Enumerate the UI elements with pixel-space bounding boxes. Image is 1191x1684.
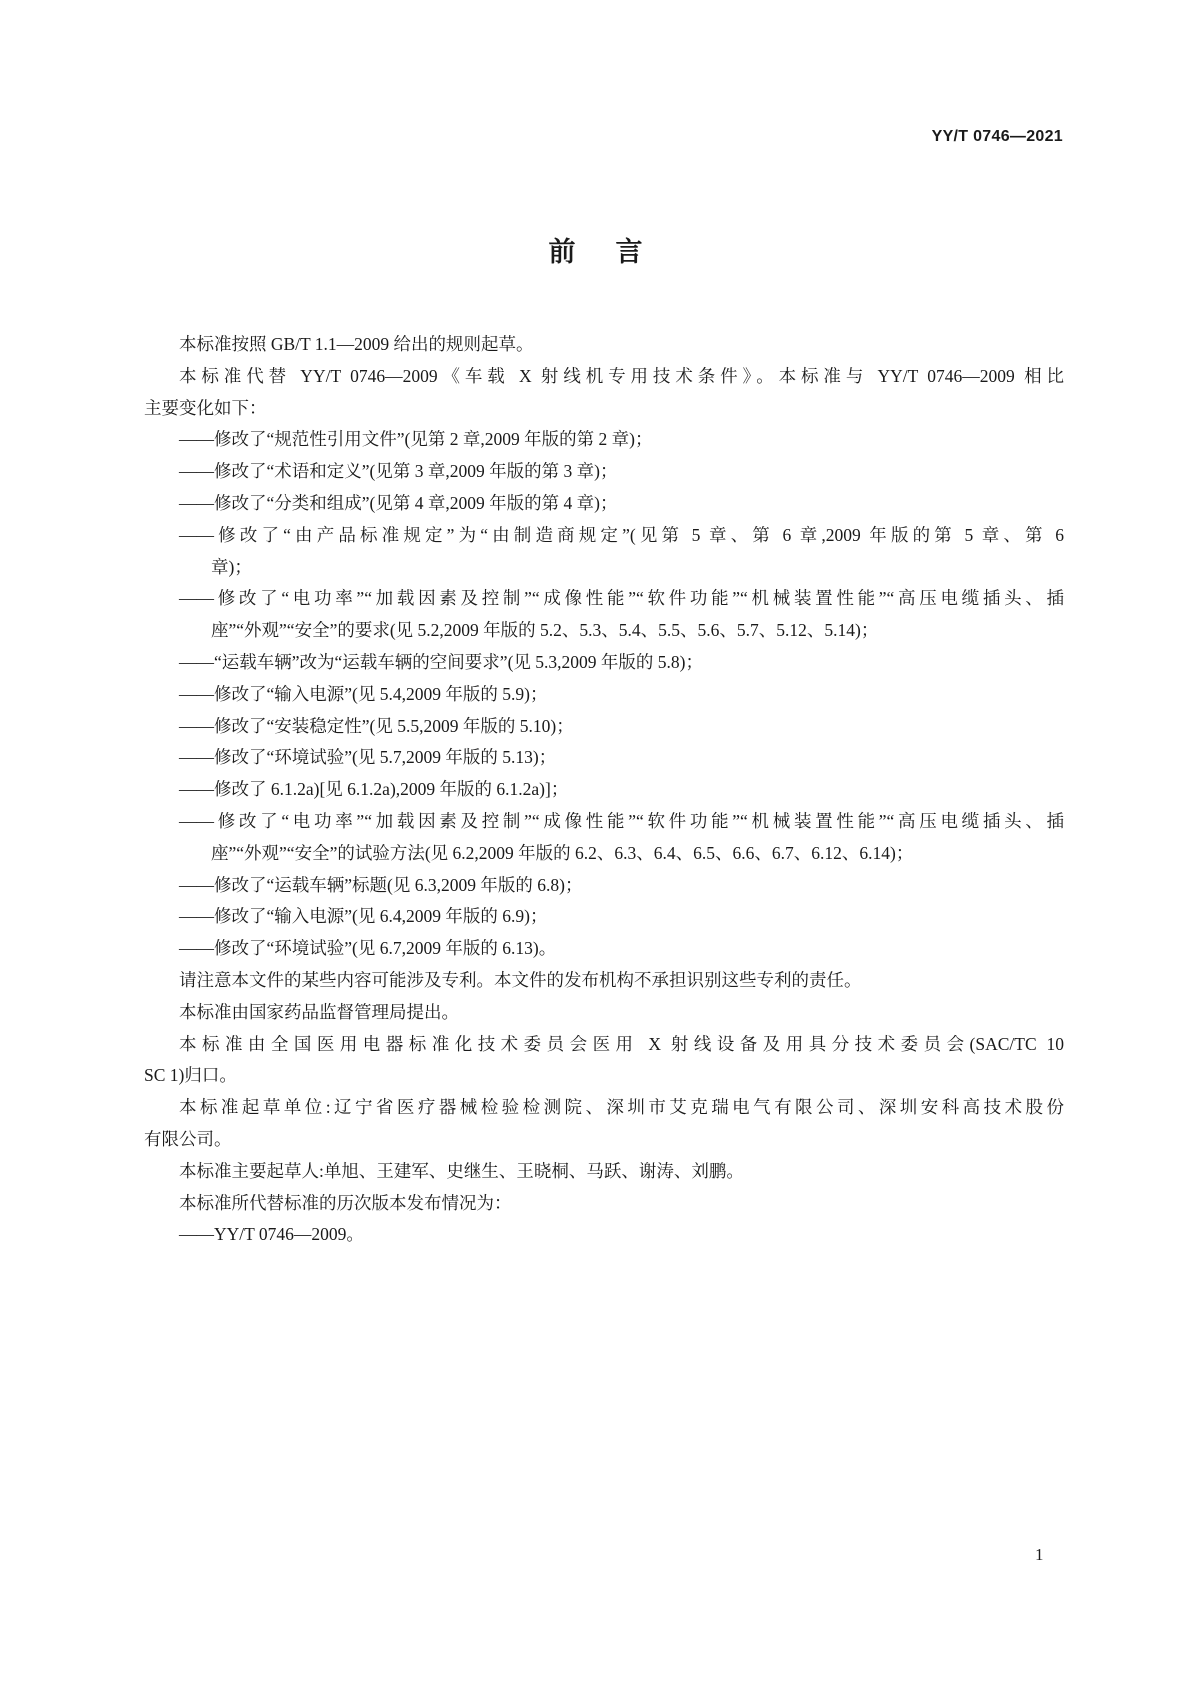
text-line: SC 1)归口。 [144, 1065, 237, 1086]
foreword-body [144, 329, 1064, 1251]
change-list-item: ——YY/T 0746—2009。 [179, 1224, 364, 1245]
text-line: 有限公司。 [144, 1128, 232, 1149]
change-list-item: ——修改了“运载车辆”标题(见 6.3,2009 年版的 6.8)； [179, 874, 583, 895]
text-line: 本标准按照 GB/T 1.1—2009 给出的规则起草。 [179, 334, 534, 354]
text-line: 本标准所代替标准的历次版本发布情况为： [179, 1192, 512, 1213]
change-list-item: ——修改了“安装稳定性”(见 5.5,2009 年版的 5.10)； [179, 715, 574, 736]
change-list-item: ——修改了“环境试验”(见 6.7,2009 年版的 6.13)。 [179, 938, 557, 959]
change-list-item: ——修改了“输入电源”(见 6.4,2009 年版的 6.9)； [179, 906, 548, 927]
text-line: 座”“外观”“安全”的要求(见 5.2,2009 年版的 5.2、5.3、5.4、5.5、5.6、5.7、5.12、5.14)； [211, 620, 879, 641]
text-line: 本标准由全国医用电器标准化技术委员会医用 X 射线设备及用具分技术委员会(SAC/TC 10 [179, 1033, 1064, 1054]
text-line: 本标准起草单位:辽宁省医疗器械检验检测院、深圳市艾克瑞电气有限公司、深圳安科高技术股份 [179, 1097, 1064, 1118]
change-list-item: ——修改了 6.1.2a)[见 6.1.2a),2009 年版的 6.1.2a)]； [179, 779, 569, 800]
change-list-item: ——修改了“环境试验”(见 5.7,2009 年版的 5.13)； [179, 747, 557, 768]
title-char: 前 [548, 237, 576, 268]
text-line: 本标准代替 YY/T 0746—2009《车载 X 射线机专用技术条件》。本标准与 YY/T 0746—2009 相比 [179, 365, 1064, 386]
text-line: 章)； [211, 556, 252, 577]
title-char: 言 [615, 237, 643, 268]
change-list-item: ——修改了“术语和定义”(见第 3 章,2009 年版的第 3 章)； [179, 461, 618, 482]
document-code-header: YY/T 0746—2021 [931, 128, 1063, 145]
change-list-item: ——修改了“电功率”“加载因素及控制”“成像性能”“软件功能”“机械装置性能”“高压电缆插头、插 [179, 588, 1064, 609]
text-line: 本标准由国家药品监督管理局提出。 [179, 1001, 459, 1022]
change-list-item: ——修改了“电功率”“加载因素及控制”“成像性能”“软件功能”“机械装置性能”“高压电缆插头、插 [179, 810, 1064, 831]
text-line: 座”“外观”“安全”的试验方法(见 6.2,2009 年版的 6.2、6.3、6.4、6.5、6.6、6.7、6.12、6.14)； [211, 842, 914, 863]
change-list-item: ——修改了“输入电源”(见 5.4,2009 年版的 5.9)； [179, 683, 548, 704]
change-list-item: ——修改了“由产品标准规定”为“由制造商规定”(见第 5 章、第 6 章,2009 年版的第 5 章、第 6 [179, 524, 1064, 545]
change-list-item: ——修改了“规范性引用文件”(见第 2 章,2009 年版的第 2 章)； [179, 429, 653, 450]
page-number: 1 [1035, 1545, 1044, 1564]
text-line: 请注意本文件的某些内容可能涉及专利。本文件的发布机构不承担识别这些专利的责任。 [179, 969, 862, 990]
change-list-item: ——修改了“分类和组成”(见第 4 章,2009 年版的第 4 章)； [179, 492, 618, 513]
change-list-item: ——“运载车辆”改为“运载车辆的空间要求”(见 5.3,2009 年版的 5.8)； [179, 651, 703, 672]
text-line: 本标准主要起草人:单旭、王建军、史继生、王晓桐、马跃、谢涛、刘鹏。 [179, 1160, 744, 1181]
page-title [0, 230, 1191, 269]
text-line: 主要变化如下： [144, 397, 267, 418]
